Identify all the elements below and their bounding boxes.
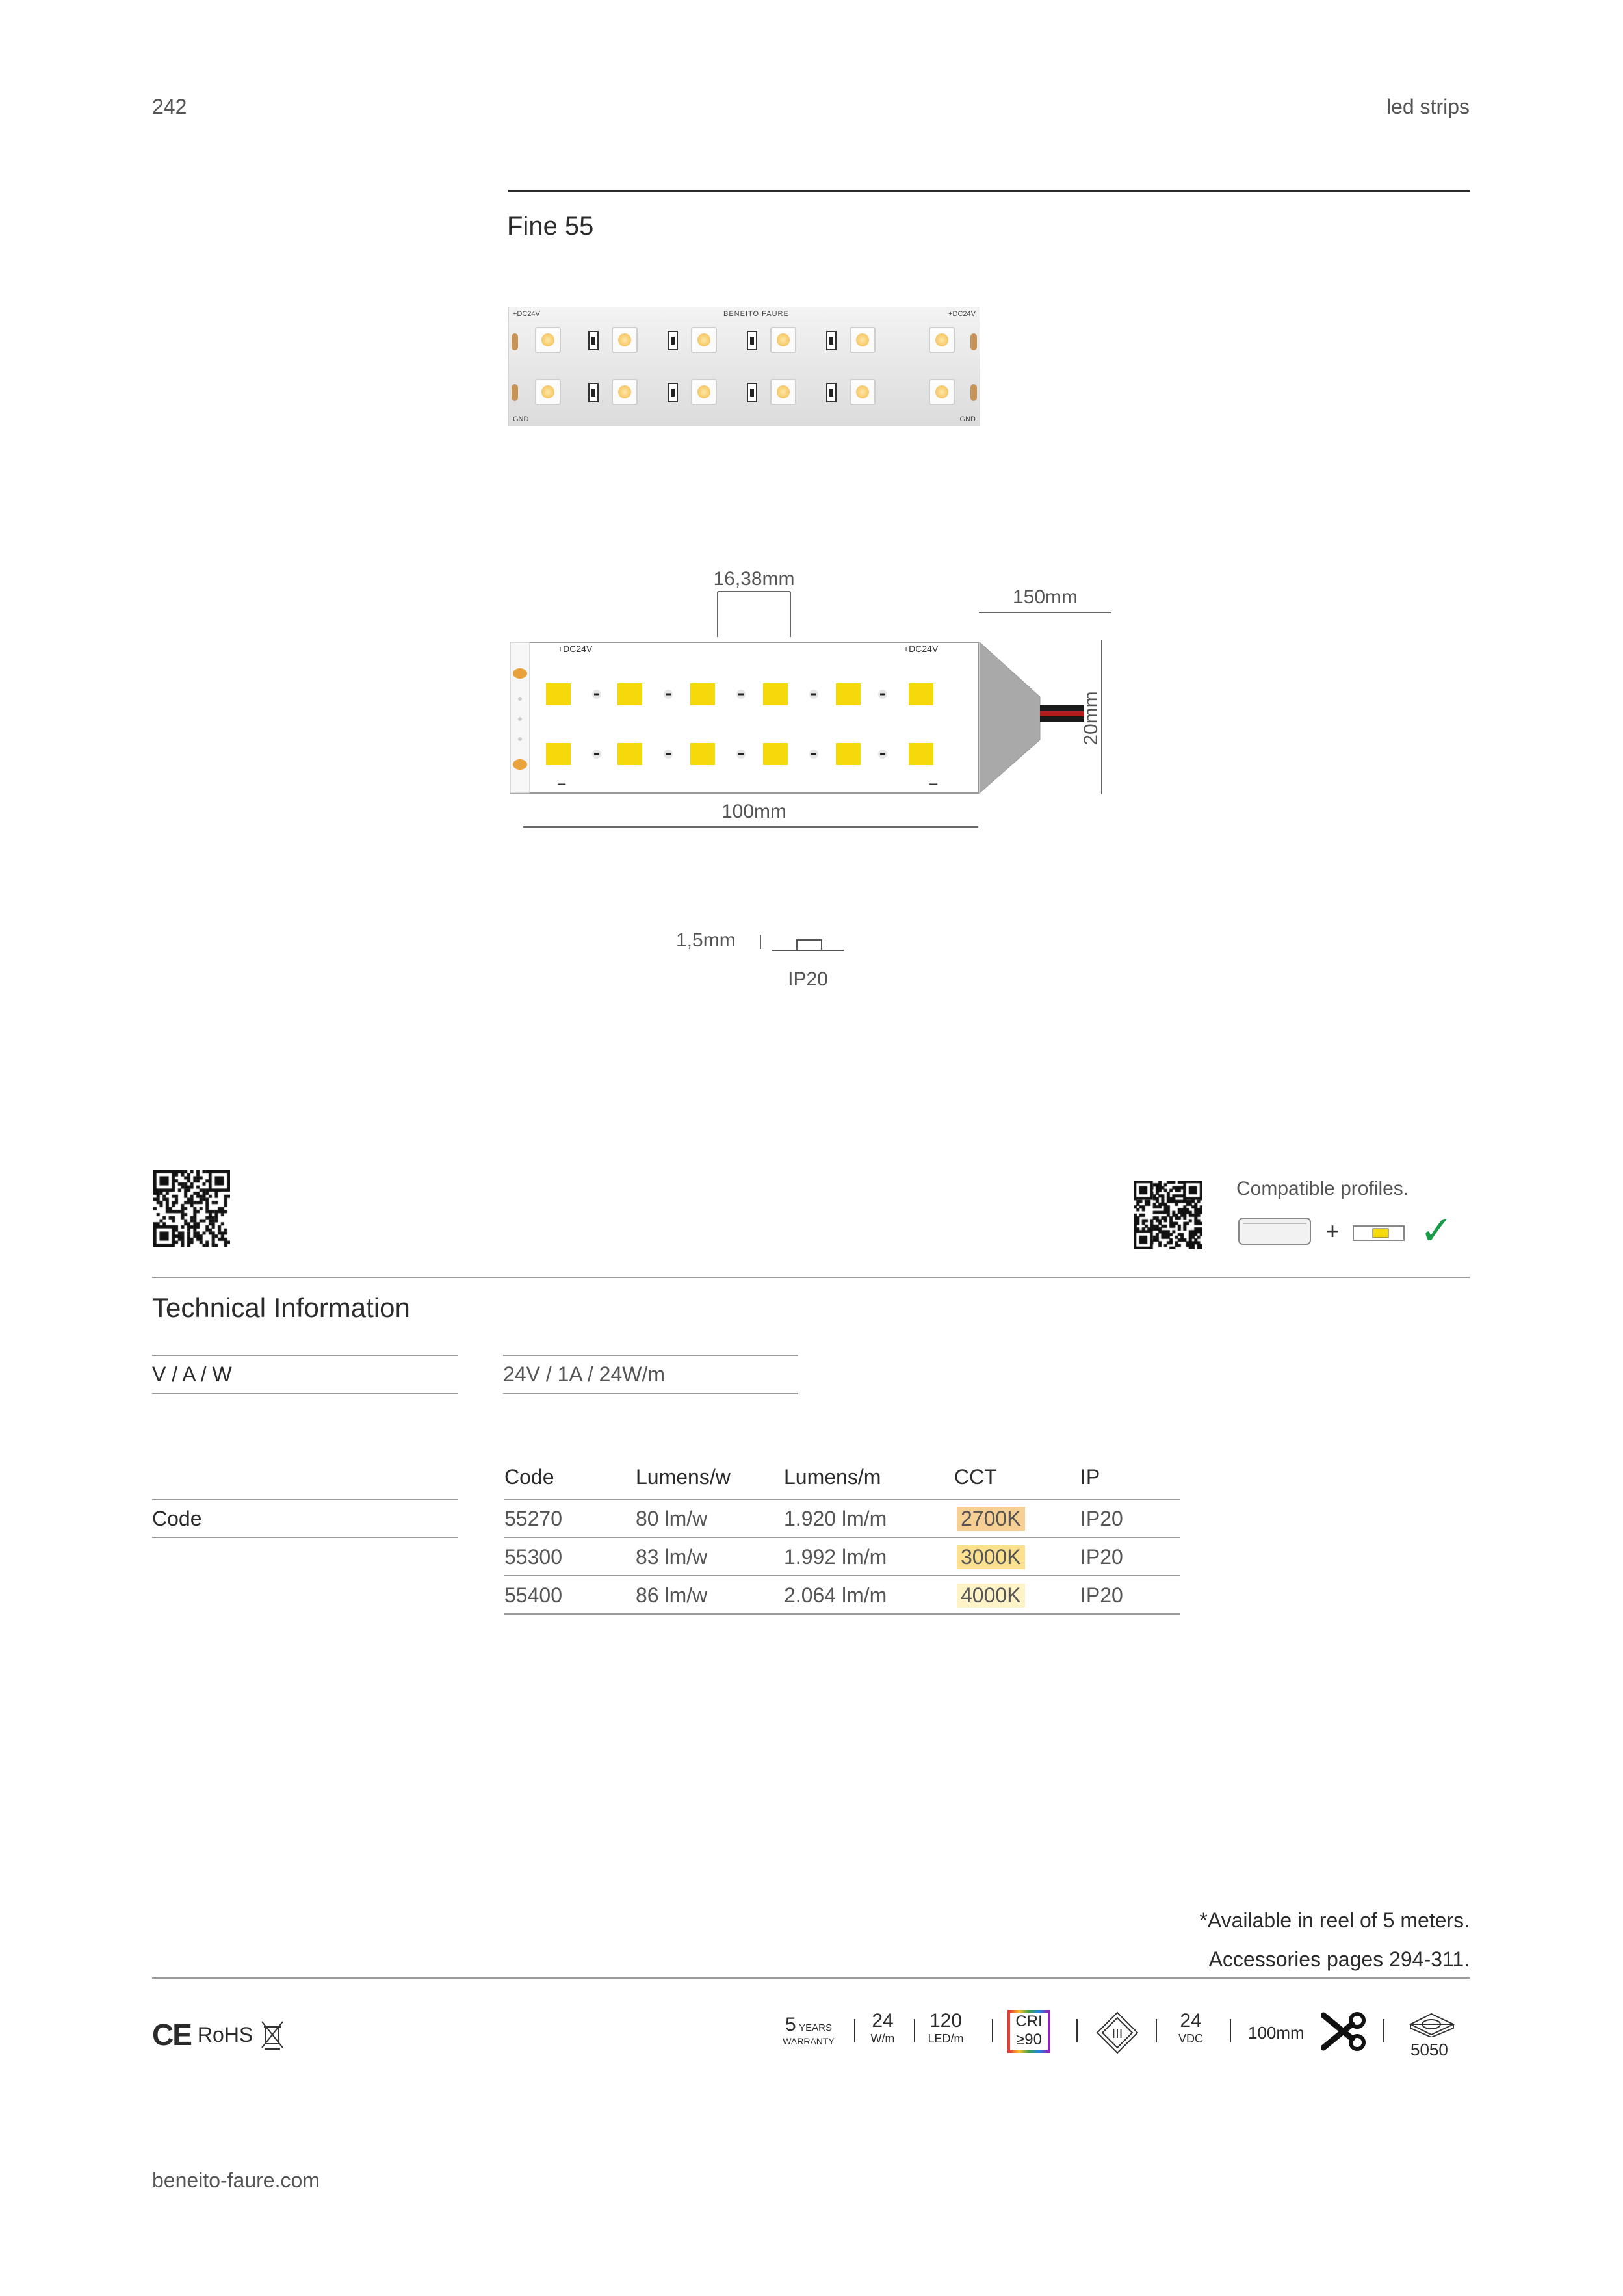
led-chip [617,743,642,765]
led-chip [535,327,561,353]
page-number: 242 [152,95,187,118]
minus-left: – [558,775,566,791]
rule [152,1499,458,1500]
resistor [747,383,757,402]
solder-pad [970,384,977,401]
rule [504,1537,1180,1538]
polarity-right: +DC24V [903,644,939,654]
title-rule [508,190,1470,192]
cell-ip: IP20 [1080,1507,1123,1530]
led-chip [612,379,638,405]
resistor [588,383,599,402]
rule [152,1537,458,1538]
photo-brand: BENEITO FAURE [723,310,789,318]
cell-cct: 3000K [957,1545,1025,1569]
profile-icon [1239,1218,1310,1244]
section-title: led strips [1386,95,1470,118]
cell-code: 55300 [504,1545,562,1569]
resistor [747,331,757,350]
cell-lumens-m: 1.992 lm/m [784,1545,887,1569]
table-row [504,1539,1190,1576]
led-chip [770,379,796,405]
separator [1230,2019,1231,2042]
led-chip [763,683,788,705]
warranty-icon: 5 YEARS WARRANTY [783,2014,835,2046]
qr-code[interactable] [153,1170,230,1247]
product-title: Fine 55 [507,212,594,241]
technical-drawing [500,559,1189,832]
vaw-value: 24V / 1A / 24W/m [503,1363,665,1386]
dim-height: 1,5mm [676,930,736,951]
class-iii-icon [1095,2010,1140,2055]
resistor [588,331,599,350]
cell-ip: IP20 [1080,1545,1123,1569]
rohs-mark: RoHS [197,2022,253,2046]
separator [992,2019,993,2042]
cell-lumens-m: 1.920 lm/m [784,1507,887,1530]
col-header: Lumens/m [784,1465,881,1489]
led-chip [909,683,933,705]
power-icon: 24 W/m [870,2010,895,2045]
photo-text: GND [959,415,976,423]
led-chip [929,379,955,405]
led-chip [546,683,571,705]
led-chip [836,743,861,765]
dim-cable: 150mm [1012,586,1078,608]
led-density-icon: 120 LED/m [928,2010,964,2045]
certifications [152,2018,285,2052]
accessories-note: Accessories pages 294-311. [1208,1948,1470,1971]
height-diagram [676,923,871,995]
voltage-icon: 24 VDC [1178,2010,1203,2045]
product-photo [508,307,980,426]
photo-text: +DC24V [513,310,540,318]
rule [152,1355,458,1356]
led-chip [690,683,715,705]
led-chip [763,743,788,765]
led-chip [612,327,638,353]
led-chip [850,327,876,353]
cut-length-label: 100mm [1248,2023,1305,2042]
cri-icon: CRI ≥90 [1007,2010,1050,2053]
led-chip [909,743,933,765]
table-row [504,1500,1190,1538]
check-icon: ✓ [1420,1209,1453,1254]
resistor [668,383,678,402]
cell-cct: 4000K [957,1584,1025,1608]
led-chip [929,327,955,353]
resistor [826,383,837,402]
dim-length: 100mm [721,801,787,822]
compatible-profiles-graphic [1235,1209,1456,1255]
separator [1076,2019,1078,2042]
cell-lumens-m: 2.064 lm/m [784,1584,887,1607]
ip-rating: IP20 [788,969,828,990]
section-rule [152,1277,1470,1278]
reel-note: *Available in reel of 5 meters. [1199,1909,1470,1932]
separator [914,2019,915,2042]
vaw-label: V / A / W [152,1363,232,1386]
led-chip [546,743,571,765]
cell-lumens-w: 80 lm/w [636,1507,708,1530]
led-chip [836,683,861,705]
led-chip [850,379,876,405]
col-header: Lumens/w [636,1465,731,1489]
cell-code: 55400 [504,1584,562,1607]
resistor [668,331,678,350]
separator [1383,2019,1384,2042]
ce-mark: CE [152,2018,191,2052]
section-rule [152,1977,1470,1979]
separator [854,2019,855,2042]
cell-lumens-w: 83 lm/w [636,1545,708,1569]
polarity-left: +DC24V [558,644,593,654]
rule [504,1575,1180,1576]
chip-label: 5050 [1410,2040,1448,2059]
rule [503,1355,798,1356]
table-header [504,1465,1193,1494]
code-label: Code [152,1507,202,1530]
led-chip [770,327,796,353]
dim-width: 20mm [1080,691,1102,746]
solder-pad [512,384,518,401]
col-header: IP [1080,1465,1100,1489]
scissors-icon [1321,2010,1369,2053]
solder-pad [970,333,977,350]
led-chip [690,743,715,765]
rule [503,1393,798,1394]
photo-text: GND [513,415,529,423]
resistor [826,331,837,350]
col-header: Code [504,1465,554,1489]
rule [504,1613,1180,1615]
led-chip [617,683,642,705]
cell-lumens-w: 86 lm/w [636,1584,708,1607]
cell-code: 55270 [504,1507,562,1530]
qr-code-profiles[interactable] [1134,1181,1202,1249]
cell-ip: IP20 [1080,1584,1123,1607]
rule [152,1393,458,1394]
tech-title: Technical Information [152,1292,410,1323]
feature-icons [777,2010,1473,2068]
cell-cct: 2700K [957,1507,1025,1531]
led-chip [691,327,717,353]
compatible-profiles-label: Compatible profiles. [1236,1178,1409,1199]
weee-bin-icon [259,2019,285,2050]
led-chip-icon [1405,2010,1459,2037]
dim-pitch: 16,38mm [713,568,795,590]
solder-pad [512,333,518,350]
separator [1156,2019,1157,2042]
svg-text:III: III [1111,2027,1123,2041]
col-header: CCT [954,1465,997,1489]
table-row [504,1577,1190,1615]
website-link[interactable]: beneito-faure.com [152,2169,320,2192]
plus-sign: + [1325,1218,1340,1244]
led-chip [691,379,717,405]
photo-text: +DC24V [948,310,976,318]
led-chip [535,379,561,405]
minus-right: – [929,775,938,791]
